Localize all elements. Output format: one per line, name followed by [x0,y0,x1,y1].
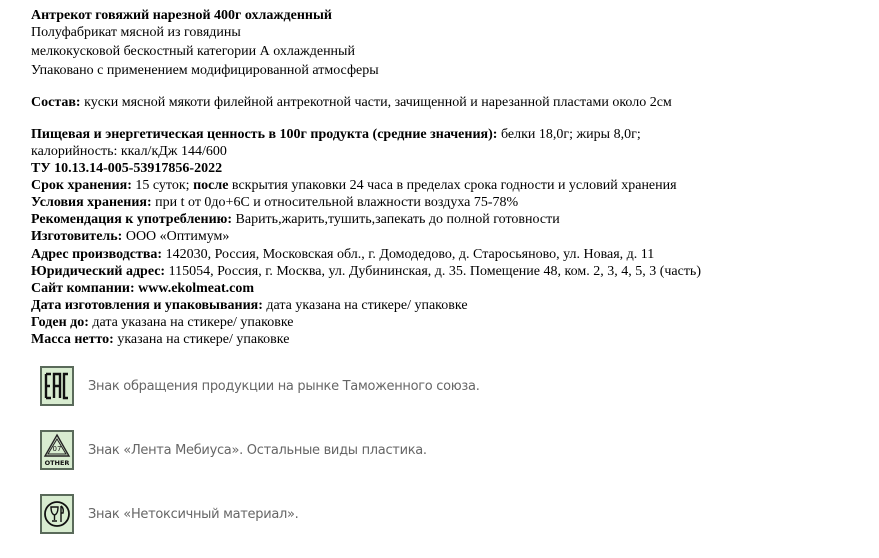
best-before: Годен до: дата указана на стикере/ упаковке [31,315,294,330]
manufacturer: Изготовитель: ООО «Оптимум» [31,229,230,244]
product-title: Антрекот говяжий нарезной 400г охлажденный [31,8,332,23]
food-safe-icon [40,494,74,534]
svg-text:OTHER: OTHER [44,459,70,467]
sign-eac-text: Знак обращения продукции на рынке Таможенного союза. [88,378,480,394]
eac-icon [40,366,74,406]
product-description: мелкокусковой бескостный категории А охлажденный [31,44,355,59]
production-address: Адрес производства: 142030, Россия, Московская обл., г. Домодедово, д. Старосьяново, ул. Новая, д. 11 [31,247,655,262]
manufacture-date: Дата изготовления и упаковывания: дата указана на стикере/ упаковке [31,298,468,313]
shelf-life: Срок хранения: 15 суток; после вскрытия упаковки 24 часа в пределах срока годности и условий хранения [31,178,677,193]
sign-food-safe-text: Знак «Нетоксичный материал». [88,506,299,522]
tu-code: ТУ 10.13.14-005-53917856-2022 [31,161,223,176]
nutrition: Пищевая и энергетическая ценность в 100г продукта (средние значения): белки 18,0г; жиры 8,0г; [31,127,641,142]
sign-eac [40,366,480,406]
svg-text:07: 07 [52,445,62,453]
sign-recycle [40,430,427,470]
legal-address: Юридический адрес: 115054, Россия, г. Москва, ул. Дубининская, д. 35. Помещение 48, ком. 2, 3, 4, 5, 3 (часть) [31,264,701,279]
sign-recycle-text: Знак «Лента Мебиуса». Остальные виды пластика. [88,442,427,458]
net-weight: Масса нетто: указана на стикере/ упаковке [31,332,290,347]
website: Сайт компании: www.ekolmeat.com [31,281,255,296]
recycle-07-icon [40,430,74,470]
usage-recommendation: Рекомендация к употреблению: Варить,жарить,тушить,запекать до полной готовности [31,212,560,227]
composition: Состав: куски мясной мякоти филейной антрекотной части, зачищенной и нарезанной пластами около 2см [31,95,672,110]
sign-food-safe [40,494,299,534]
calories: калорийность: ккал/кДж 144/600 [31,144,227,159]
packaging-note: Упаковано с применением модифицированной атмосферы [31,63,379,78]
storage-conditions: Условия хранения: при t от 0до+6С и относительной влажности воздуха 75-78% [31,195,519,210]
product-description: Полуфабрикат мясной из говядины [31,25,241,40]
